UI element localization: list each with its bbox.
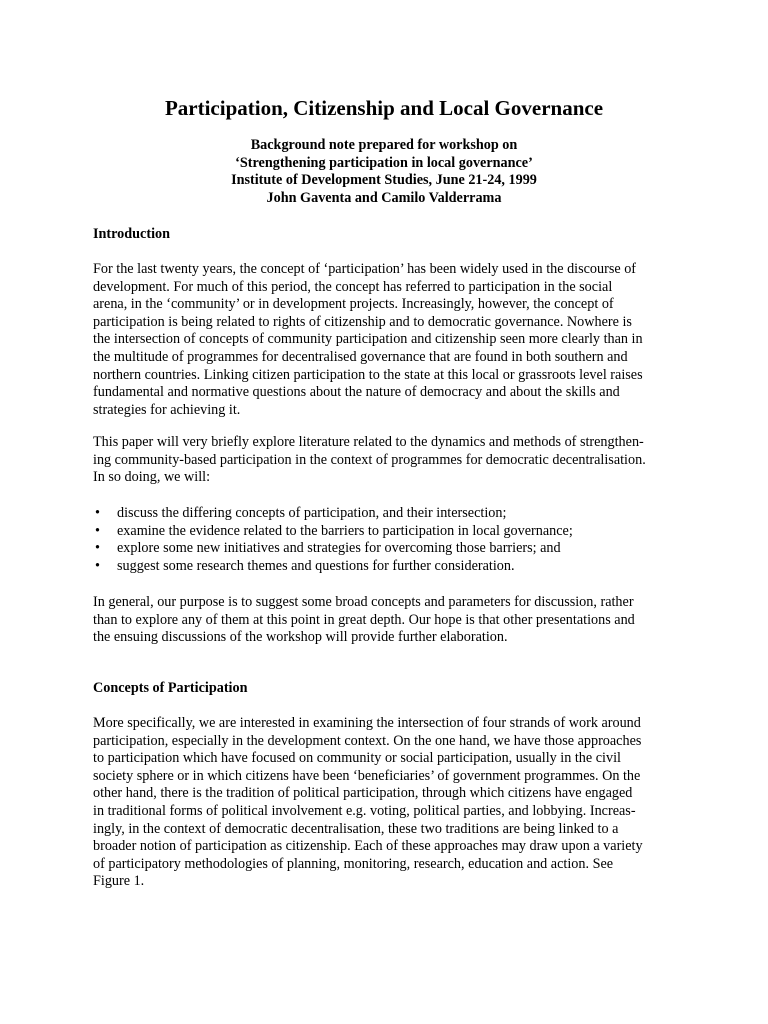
text-line: the ensuing discussions of the workshop will provide further elaboration. <box>93 629 508 646</box>
text-line: in traditional forms of political involvement e.g. voting, political parties, and lobbying. Increas- <box>93 802 636 819</box>
text-line: to participation which have focused on community or social participation, usually in the civil <box>93 750 621 767</box>
list-item <box>93 540 703 558</box>
text-line: fundamental and normative questions about the nature of democracy and about the skills and <box>93 384 620 401</box>
intro-paragraph-1 <box>93 261 703 419</box>
list-item <box>93 558 703 576</box>
subtitle-line: ‘Strengthening participation in local governance’ <box>235 154 533 171</box>
document-title: Participation, Citizenship and Local Governance <box>164 96 604 120</box>
subtitle-authors: John Gaventa and Camilo Valderrama <box>266 189 502 206</box>
text-line: ing community-based participation in the context of programmes for democratic decentralisation. <box>93 451 646 468</box>
text-line: development. For much of this period, the concept has referred to participation in the social <box>93 278 613 295</box>
intro-paragraph-3 <box>93 594 703 647</box>
text-line: More specifically, we are interested in examining the intersection of four strands of work around <box>93 715 641 731</box>
intro-paragraph-2 <box>93 434 703 487</box>
subtitle-line: Background note prepared for workshop on <box>250 137 518 153</box>
text-line: northern countries. Linking citizen participation to the state at this local or grassroots level raises <box>93 366 643 383</box>
text-line: the multitude of programmes for decentralised governance that are found in both southern and <box>93 348 628 365</box>
text-line: than to explore any of them at this point in great depth. Our hope is that other presentations and <box>93 611 635 628</box>
text-line: For the last twenty years, the concept of ‘participation’ has been widely used in the discourse of <box>93 261 637 277</box>
bullet-icon: • <box>95 540 100 557</box>
bullet-list <box>93 505 703 575</box>
section-heading-introduction: Introduction <box>93 226 170 242</box>
bullet-icon: • <box>95 505 100 521</box>
text-line: broader notion of participation as citizenship. Each of these approaches may draw upon a variety <box>93 838 643 855</box>
text-line: arena, in the ‘community’ or in development projects. Increasingly, however, the concept of <box>93 296 614 313</box>
document-subtitle <box>0 137 768 207</box>
text-line: of participatory methodologies of planning, monitoring, research, education and action. See <box>93 855 614 872</box>
list-item-text: suggest some research themes and questions for further consideration. <box>117 557 515 574</box>
text-line: ingly, in the context of democratic decentralisation, these two traditions are being linked to a <box>93 820 619 837</box>
text-line: In general, our purpose is to suggest some broad concepts and parameters for discussion, rather <box>93 594 634 610</box>
text-line: strategies for achieving it. <box>93 401 241 418</box>
bullet-icon: • <box>95 522 100 539</box>
text-line: participation is being related to rights of citizenship and to democratic governance. Nowhere is <box>93 313 632 330</box>
text-line: This paper will very briefly explore literature related to the dynamics and methods of strengthen- <box>93 434 644 450</box>
bullet-icon: • <box>95 557 100 574</box>
concepts-paragraph-1 <box>93 715 703 891</box>
section-heading-concepts: Concepts of Participation <box>93 680 248 696</box>
list-item <box>93 523 703 541</box>
text-line: In so doing, we will: <box>93 469 211 486</box>
text-line: participation, especially in the development context. On the one hand, we have those approaches <box>93 732 642 749</box>
list-item-text: examine the evidence related to the barriers to participation in local governance; <box>117 522 573 539</box>
text-line: the intersection of concepts of community participation and citizenship seen more clearly than in <box>93 331 643 348</box>
list-item-text: discuss the differing concepts of participation, and their intersection; <box>117 505 507 521</box>
list-item <box>93 505 703 523</box>
text-line: other hand, there is the tradition of political participation, through which citizens have engaged <box>93 785 633 802</box>
text-line: society sphere or in which citizens have been ‘beneficiaries’ of government programmes. On the <box>93 767 641 784</box>
list-item-text: explore some new initiatives and strategies for overcoming those barriers; and <box>117 540 561 557</box>
text-line: Figure 1. <box>93 873 145 890</box>
subtitle-line: Institute of Development Studies, June 21-24, 1999 <box>231 172 537 188</box>
